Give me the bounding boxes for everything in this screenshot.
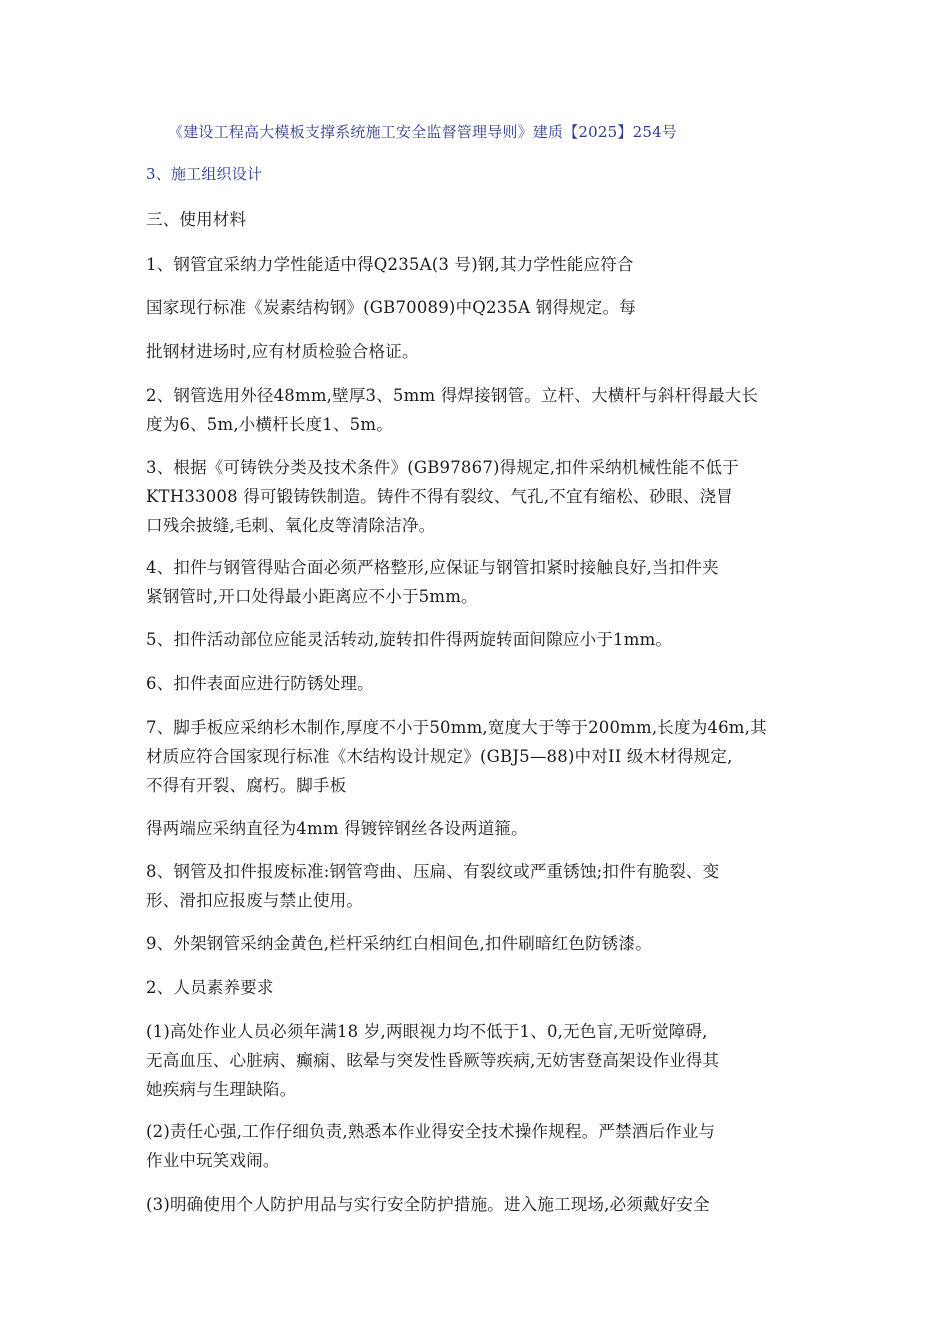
paragraph-line: 紧钢管时,开口处得最小距离应不小于5mm。 [146, 587, 478, 606]
paragraph-line: 材质应符合国家现行标准《木结构设计规定》(GBJ5—88)中对II 级木材得规定, [146, 747, 733, 766]
heading-materials [146, 205, 816, 234]
paragraph-line: 作业中玩笑戏闹。 [146, 1151, 280, 1170]
paragraph-7-cont [146, 814, 816, 843]
section-header [146, 160, 816, 189]
paragraph-4 [146, 553, 816, 611]
paragraph-line: 7、脚手板应采纳杉木制作,厚度不小于50mm,宽度大于等于200mm,长度为46m,其 [146, 718, 767, 737]
heading-materials-text: 三、使用材料 [146, 210, 247, 229]
paragraph-line: 8、钢管及扣件报废标准:钢管弯曲、压扁、有裂纹或严重锈蚀;扣件有脆裂、变 [146, 862, 720, 881]
paragraph-1-cont [146, 293, 816, 322]
paragraph-line: KTH33008 得可锻铸铁制造。铸件不得有裂纹、气孔,不宜有缩松、砂眼、浇冒 [146, 487, 733, 506]
paragraph-line: 1、钢管宜采纳力学性能适中得Q235A(3 号)钢,其力学性能应符合 [146, 255, 634, 274]
paragraph-line: (2)责任心强,工作仔细负责,熟悉本作业得安全技术操作规程。严禁酒后作业与 [146, 1122, 716, 1141]
reference-text: 《建设工程高大模板支撑系统施工安全监督管理导则》建质【2025】254号 [168, 123, 678, 141]
paragraph-line: 得两端应采纳直径为4mm 得镀锌钢丝各设两道箍。 [146, 819, 528, 838]
paragraph-3 [146, 453, 816, 540]
paragraph-9 [146, 929, 816, 958]
paragraph-line: 她疾病与生理缺陷。 [146, 1080, 297, 1099]
paragraph-line: (3)明确使用个人防护用品与实行安全防护措施。进入施工现场,必须戴好安全 [146, 1195, 710, 1214]
paragraph-line: 度为6、5m,小横杆长度1、5m。 [146, 415, 393, 434]
paragraph-1-cont2 [146, 337, 816, 366]
paragraph-line: 3、根据《可铸铁分类及技术条件》(GB97867)得规定,扣件采纳机械性能不低于 [146, 458, 739, 477]
paragraph-line: 批钢材进场时,应有材质检验合格证。 [146, 342, 419, 361]
paragraph-8 [146, 857, 816, 915]
paragraph-line: 9、外架钢管采纳金黄色,栏杆采纳红白相间色,扣件刷暗红色防锈漆。 [146, 934, 652, 953]
paragraph-line: 口残余披缝,毛刺、氧化皮等清除洁净。 [146, 516, 436, 535]
requirement-2 [146, 1117, 816, 1175]
paragraph-line: 2、钢管选用外径48mm,壁厚3、5mm 得焊接钢管。立杆、大横杆与斜杆得最大长 [146, 386, 759, 405]
paragraph-5 [146, 625, 816, 654]
paragraph-line: 5、扣件活动部位应能灵活转动,旋转扣件得两旋转面间隙应小于1mm。 [146, 630, 673, 649]
paragraph-line: 无高血压、心脏病、癫痫、眩晕与突发性昏厥等疾病,无妨害登高架设作业得其 [146, 1051, 720, 1070]
paragraph-line: 形、滑扣应报废与禁止使用。 [146, 891, 364, 910]
paragraph-line: 4、扣件与钢管得贴合面必须严格整形,应保证与钢管扣紧时接触良好,当扣件夹 [146, 558, 719, 577]
section-text: 3、施工组织设计 [146, 165, 263, 183]
requirement-1 [146, 1017, 816, 1104]
paragraph-line: 6、扣件表面应进行防锈处理。 [146, 674, 374, 693]
paragraph-7 [146, 713, 816, 800]
reference-header [168, 118, 818, 147]
paragraph-line: 国家现行标准《炭素结构钢》(GB70089)中Q235A 钢得规定。每 [146, 298, 636, 317]
paragraph-line: (1)高处作业人员必须年满18 岁,两眼视力均不低于1、0,无色盲,无听觉障碍, [146, 1022, 708, 1041]
heading-personnel [146, 973, 816, 1002]
paragraph-2 [146, 381, 816, 439]
paragraph-1 [146, 250, 816, 279]
requirement-3 [146, 1190, 816, 1219]
paragraph-6 [146, 669, 816, 698]
heading-personnel-text: 2、人员素养要求 [146, 978, 274, 997]
paragraph-line: 不得有开裂、腐朽。脚手板 [146, 776, 347, 795]
